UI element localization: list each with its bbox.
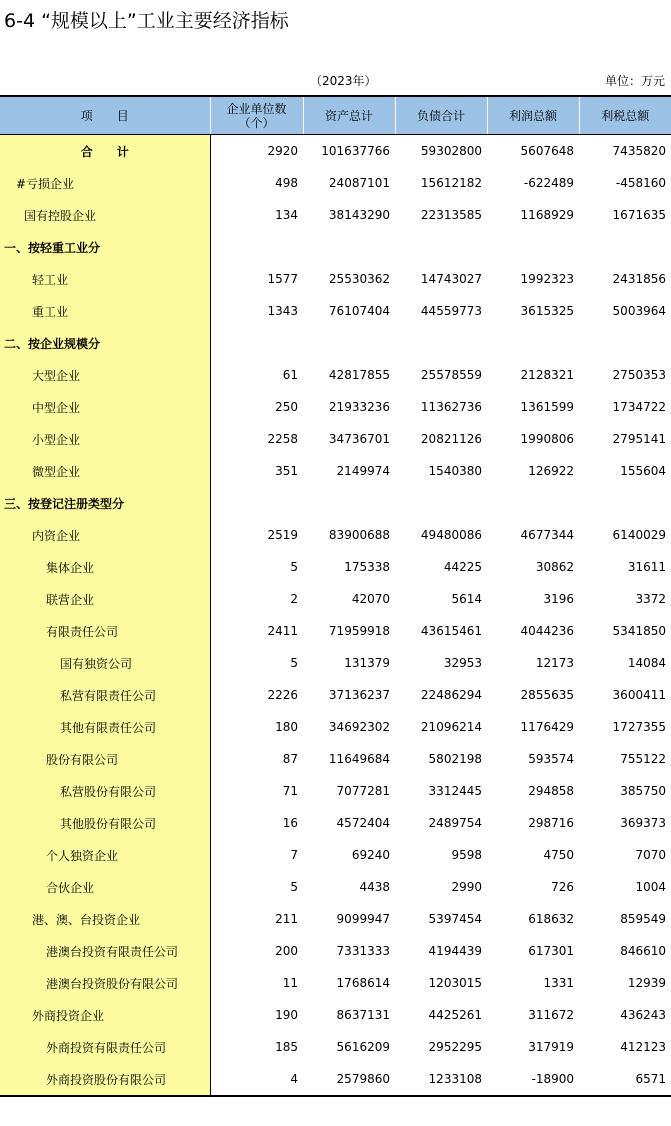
cell-total-profit: 726 bbox=[551, 880, 574, 894]
cell-total-profit: 618632 bbox=[528, 912, 574, 926]
header-total-assets: 资产总计 bbox=[303, 96, 395, 135]
cell-total-profit-tax bbox=[579, 231, 671, 263]
cell-enterprise-count: 200 bbox=[275, 944, 298, 958]
table-row bbox=[0, 199, 671, 231]
cell-total-assets: 42070 bbox=[351, 592, 390, 606]
cell-total-assets: 21933236 bbox=[328, 400, 390, 414]
cell-total-profit: 317919 bbox=[528, 1040, 574, 1054]
cell-total-profit: 30862 bbox=[535, 560, 574, 574]
table-header-row bbox=[0, 96, 671, 135]
cell-total-liabilities: 2952295 bbox=[428, 1040, 482, 1054]
cell-total-profit-tax: 1727355 bbox=[612, 720, 666, 734]
cell-total-profit: -622489 bbox=[523, 176, 574, 190]
cell-total-profit: 3615325 bbox=[520, 304, 574, 318]
cell-enterprise-count bbox=[210, 327, 303, 359]
cell-total-profit: -18900 bbox=[487, 1063, 579, 1096]
cell-enterprise-count: 134 bbox=[275, 208, 298, 222]
table-row bbox=[0, 455, 671, 487]
cell-enterprise-count: 11 bbox=[282, 976, 298, 990]
cell-total-assets: 2579860 bbox=[303, 1063, 395, 1096]
cell-enterprise-count: 87 bbox=[282, 752, 298, 766]
table-row bbox=[0, 743, 671, 775]
row-label: 集体企业 bbox=[0, 551, 210, 583]
row-label: #亏损企业 bbox=[0, 167, 210, 199]
cell-total-profit bbox=[487, 487, 579, 519]
cell-total-assets: 101637766 bbox=[321, 144, 390, 158]
cell-total-profit: 593574 bbox=[528, 752, 574, 766]
cell-total-profit-tax: -458160 bbox=[615, 176, 666, 190]
row-label: 三、按登记注册类型分 bbox=[0, 487, 210, 519]
cell-total-liabilities: 5614 bbox=[451, 592, 482, 606]
cell-total-liabilities bbox=[395, 231, 487, 263]
cell-total-liabilities: 5802198 bbox=[428, 752, 482, 766]
row-label: 合 计 bbox=[0, 135, 210, 168]
cell-total-profit-tax: 7070 bbox=[635, 848, 666, 862]
row-label: 其他有限责任公司 bbox=[0, 711, 210, 743]
row-label: 外商投资企业 bbox=[0, 999, 210, 1031]
row-label: 国有独资公司 bbox=[0, 647, 210, 679]
cell-enterprise-count: 7 bbox=[290, 848, 298, 862]
cell-total-profit: 2855635 bbox=[520, 688, 574, 702]
cell-total-assets bbox=[303, 231, 395, 263]
cell-total-profit: 1990806 bbox=[520, 432, 574, 446]
table-row bbox=[0, 583, 671, 615]
cell-total-liabilities: 44559773 bbox=[420, 304, 482, 318]
table-row bbox=[0, 295, 671, 327]
cell-total-liabilities: 1540380 bbox=[428, 464, 482, 478]
cell-enterprise-count: 5 bbox=[290, 656, 298, 670]
cell-total-assets: 175338 bbox=[344, 560, 390, 574]
cell-total-profit: 4750 bbox=[543, 848, 574, 862]
cell-total-profit: 5607648 bbox=[520, 144, 574, 158]
header-total-profit: 利润总额 bbox=[487, 96, 579, 135]
cell-total-profit: 12173 bbox=[535, 656, 574, 670]
cell-total-assets: 34736701 bbox=[328, 432, 390, 446]
cell-total-assets: 37136237 bbox=[328, 688, 390, 702]
cell-total-assets: 25530362 bbox=[328, 272, 390, 286]
cell-total-profit: 1331 bbox=[543, 976, 574, 990]
cell-enterprise-count: 2411 bbox=[267, 624, 298, 638]
cell-total-liabilities: 43615461 bbox=[420, 624, 482, 638]
header-enterprise-count-label: 企业单位数 （个） bbox=[226, 101, 287, 130]
row-label: 个人独资企业 bbox=[0, 839, 210, 871]
table-row bbox=[0, 423, 671, 455]
cell-enterprise-count: 2920 bbox=[267, 144, 298, 158]
cell-total-liabilities bbox=[395, 327, 487, 359]
cell-enterprise-count: 2258 bbox=[267, 432, 298, 446]
cell-enterprise-count: 1343 bbox=[267, 304, 298, 318]
cell-enterprise-count: 2519 bbox=[267, 528, 298, 542]
row-label: 外商投资股份有限公司 bbox=[0, 1063, 210, 1096]
cell-total-profit-tax: 1004 bbox=[635, 880, 666, 894]
cell-total-assets: 76107404 bbox=[328, 304, 390, 318]
header-enterprise-count bbox=[210, 96, 303, 135]
cell-total-profit bbox=[487, 231, 579, 263]
cell-total-assets: 5616209 bbox=[336, 1040, 390, 1054]
row-label: 轻工业 bbox=[0, 263, 210, 295]
row-label: 有限责任公司 bbox=[0, 615, 210, 647]
table-row bbox=[0, 711, 671, 743]
table-row bbox=[0, 999, 671, 1031]
cell-total-assets: 131379 bbox=[344, 656, 390, 670]
cell-enterprise-count: 5 bbox=[290, 560, 298, 574]
cell-total-assets: 8637131 bbox=[336, 1008, 390, 1022]
cell-total-assets: 11649684 bbox=[328, 752, 390, 766]
table-row bbox=[0, 551, 671, 583]
cell-total-liabilities: 2489754 bbox=[428, 816, 482, 830]
cell-total-profit-tax: 5341850 bbox=[612, 624, 666, 638]
cell-total-assets bbox=[303, 327, 395, 359]
header-total-profit-tax: 利税总额 bbox=[579, 96, 671, 135]
cell-total-profit: 1992323 bbox=[520, 272, 574, 286]
cell-total-liabilities: 1203015 bbox=[428, 976, 482, 990]
cell-enterprise-count: 5 bbox=[290, 880, 298, 894]
cell-total-profit: 2128321 bbox=[520, 368, 574, 382]
row-label: 重工业 bbox=[0, 295, 210, 327]
row-label: 内资企业 bbox=[0, 519, 210, 551]
cell-total-profit-tax: 859549 bbox=[620, 912, 666, 926]
row-label: 港澳台投资股份有限公司 bbox=[0, 967, 210, 999]
row-label: 股份有限公司 bbox=[0, 743, 210, 775]
cell-total-profit: 298716 bbox=[528, 816, 574, 830]
cell-total-assets: 42817855 bbox=[328, 368, 390, 382]
table-row bbox=[0, 231, 671, 263]
row-label: 一、按轻重工业分 bbox=[0, 231, 210, 263]
cell-total-assets: 71959918 bbox=[328, 624, 390, 638]
cell-enterprise-count: 2226 bbox=[267, 688, 298, 702]
table-row bbox=[0, 679, 671, 711]
cell-total-liabilities: 15612182 bbox=[420, 176, 482, 190]
cell-enterprise-count: 4 bbox=[210, 1063, 303, 1096]
cell-total-profit-tax: 3372 bbox=[635, 592, 666, 606]
row-label: 私营股份有限公司 bbox=[0, 775, 210, 807]
table-row bbox=[0, 135, 671, 168]
cell-total-profit-tax: 2750353 bbox=[612, 368, 666, 382]
row-label: 外商投资有限责任公司 bbox=[0, 1031, 210, 1063]
cell-enterprise-count bbox=[210, 487, 303, 519]
cell-total-profit-tax: 436243 bbox=[620, 1008, 666, 1022]
cell-total-assets: 38143290 bbox=[328, 208, 390, 222]
cell-total-liabilities: 5397454 bbox=[428, 912, 482, 926]
cell-total-profit-tax: 755122 bbox=[620, 752, 666, 766]
table-row bbox=[0, 1063, 671, 1096]
cell-total-profit bbox=[487, 327, 579, 359]
cell-total-liabilities: 3312445 bbox=[428, 784, 482, 798]
cell-total-assets: 4438 bbox=[359, 880, 390, 894]
table-row bbox=[0, 391, 671, 423]
table-row bbox=[0, 935, 671, 967]
header-total-liabilities: 负债合计 bbox=[395, 96, 487, 135]
cell-total-profit-tax: 385750 bbox=[620, 784, 666, 798]
cell-total-profit-tax: 7435820 bbox=[612, 144, 666, 158]
table-row bbox=[0, 967, 671, 999]
cell-total-profit-tax bbox=[579, 327, 671, 359]
cell-total-liabilities: 25578559 bbox=[420, 368, 482, 382]
cell-total-profit-tax: 412123 bbox=[620, 1040, 666, 1054]
cell-total-liabilities: 4194439 bbox=[428, 944, 482, 958]
cell-enterprise-count: 211 bbox=[275, 912, 298, 926]
cell-total-profit: 126922 bbox=[528, 464, 574, 478]
cell-total-profit-tax: 1671635 bbox=[612, 208, 666, 222]
cell-total-liabilities: 4425261 bbox=[428, 1008, 482, 1022]
cell-total-profit-tax: 369373 bbox=[620, 816, 666, 830]
row-label: 国有控股企业 bbox=[0, 199, 210, 231]
row-label: 其他股份有限公司 bbox=[0, 807, 210, 839]
cell-total-profit-tax bbox=[579, 487, 671, 519]
cell-total-assets: 69240 bbox=[351, 848, 390, 862]
cell-total-liabilities: 32953 bbox=[443, 656, 482, 670]
table-row bbox=[0, 519, 671, 551]
row-label: 微型企业 bbox=[0, 455, 210, 487]
cell-total-assets: 7331333 bbox=[336, 944, 390, 958]
cell-enterprise-count: 71 bbox=[282, 784, 298, 798]
cell-total-profit-tax: 155604 bbox=[620, 464, 666, 478]
table-row bbox=[0, 1031, 671, 1063]
cell-total-liabilities: 11362736 bbox=[420, 400, 482, 414]
table-row bbox=[0, 647, 671, 679]
table-row bbox=[0, 359, 671, 391]
cell-total-liabilities: 1233108 bbox=[395, 1063, 487, 1096]
table-row bbox=[0, 775, 671, 807]
cell-total-profit-tax: 31611 bbox=[627, 560, 666, 574]
cell-total-profit: 1176429 bbox=[520, 720, 574, 734]
cell-total-liabilities: 59302800 bbox=[420, 144, 482, 158]
row-label: 二、按企业规模分 bbox=[0, 327, 210, 359]
cell-total-assets: 24087101 bbox=[328, 176, 390, 190]
row-label: 港澳台投资有限责任公司 bbox=[0, 935, 210, 967]
table-row bbox=[0, 167, 671, 199]
cell-total-liabilities: 49480086 bbox=[420, 528, 482, 542]
cell-total-profit-tax: 1734722 bbox=[612, 400, 666, 414]
cell-total-liabilities: 22486294 bbox=[420, 688, 482, 702]
cell-enterprise-count: 250 bbox=[275, 400, 298, 414]
cell-enterprise-count: 1577 bbox=[267, 272, 298, 286]
cell-total-profit: 294858 bbox=[528, 784, 574, 798]
cell-total-assets bbox=[303, 487, 395, 519]
cell-total-assets: 7077281 bbox=[336, 784, 390, 798]
cell-enterprise-count bbox=[210, 231, 303, 263]
cell-total-liabilities: 20821126 bbox=[420, 432, 482, 446]
cell-total-profit: 3196 bbox=[543, 592, 574, 606]
cell-total-profit: 1361599 bbox=[520, 400, 574, 414]
cell-total-profit: 1168929 bbox=[520, 208, 574, 222]
cell-total-profit: 4677344 bbox=[520, 528, 574, 542]
table-body bbox=[0, 135, 671, 1097]
header-item: 项 目 bbox=[0, 96, 210, 135]
row-label: 港、澳、台投资企业 bbox=[0, 903, 210, 935]
cell-total-profit-tax: 14084 bbox=[627, 656, 666, 670]
cell-total-assets: 4572404 bbox=[336, 816, 390, 830]
indicator-table bbox=[0, 95, 671, 1097]
row-label: 小型企业 bbox=[0, 423, 210, 455]
cell-total-liabilities: 44225 bbox=[443, 560, 482, 574]
row-label: 中型企业 bbox=[0, 391, 210, 423]
cell-total-assets: 9099947 bbox=[336, 912, 390, 926]
table-row bbox=[0, 807, 671, 839]
page-title: 6-4 “规模以上”工业主要经济指标 bbox=[4, 10, 289, 32]
cell-total-profit-tax: 6571 bbox=[579, 1063, 671, 1096]
table-row bbox=[0, 263, 671, 295]
cell-total-profit-tax: 846610 bbox=[620, 944, 666, 958]
row-label: 大型企业 bbox=[0, 359, 210, 391]
cell-total-profit: 617301 bbox=[528, 944, 574, 958]
cell-enterprise-count: 190 bbox=[275, 1008, 298, 1022]
cell-enterprise-count: 180 bbox=[275, 720, 298, 734]
table-row bbox=[0, 327, 671, 359]
unit-note: 单位：万元 bbox=[604, 74, 665, 88]
cell-total-profit-tax: 2795141 bbox=[612, 432, 666, 446]
row-label: 合伙企业 bbox=[0, 871, 210, 903]
cell-total-profit-tax: 12939 bbox=[627, 976, 666, 990]
table-row bbox=[0, 903, 671, 935]
cell-total-liabilities: 9598 bbox=[451, 848, 482, 862]
table-row bbox=[0, 615, 671, 647]
row-label: 联营企业 bbox=[0, 583, 210, 615]
cell-total-profit-tax: 3600411 bbox=[612, 688, 666, 702]
cell-total-liabilities: 21096214 bbox=[420, 720, 482, 734]
cell-total-liabilities bbox=[395, 487, 487, 519]
cell-total-liabilities: 14743027 bbox=[420, 272, 482, 286]
table-row bbox=[0, 839, 671, 871]
year-note: （2023年） bbox=[310, 74, 377, 88]
table-row bbox=[0, 487, 671, 519]
cell-total-assets: 2149974 bbox=[336, 464, 390, 478]
cell-total-liabilities: 22313585 bbox=[420, 208, 482, 222]
cell-total-profit: 4044236 bbox=[520, 624, 574, 638]
cell-total-assets: 83900688 bbox=[328, 528, 390, 542]
table-row bbox=[0, 871, 671, 903]
row-label: 私营有限责任公司 bbox=[0, 679, 210, 711]
cell-total-profit-tax: 5003964 bbox=[612, 304, 666, 318]
cell-total-assets: 34692302 bbox=[328, 720, 390, 734]
cell-total-liabilities: 2990 bbox=[451, 880, 482, 894]
cell-enterprise-count: 2 bbox=[290, 592, 298, 606]
cell-total-profit-tax: 2431856 bbox=[612, 272, 666, 286]
cell-enterprise-count: 61 bbox=[282, 368, 298, 382]
cell-enterprise-count: 16 bbox=[282, 816, 298, 830]
cell-enterprise-count: 498 bbox=[275, 176, 298, 190]
cell-enterprise-count: 185 bbox=[275, 1040, 298, 1054]
cell-enterprise-count: 351 bbox=[275, 464, 298, 478]
cell-total-profit: 311672 bbox=[528, 1008, 574, 1022]
cell-total-profit-tax: 6140029 bbox=[612, 528, 666, 542]
cell-total-assets: 1768614 bbox=[336, 976, 390, 990]
